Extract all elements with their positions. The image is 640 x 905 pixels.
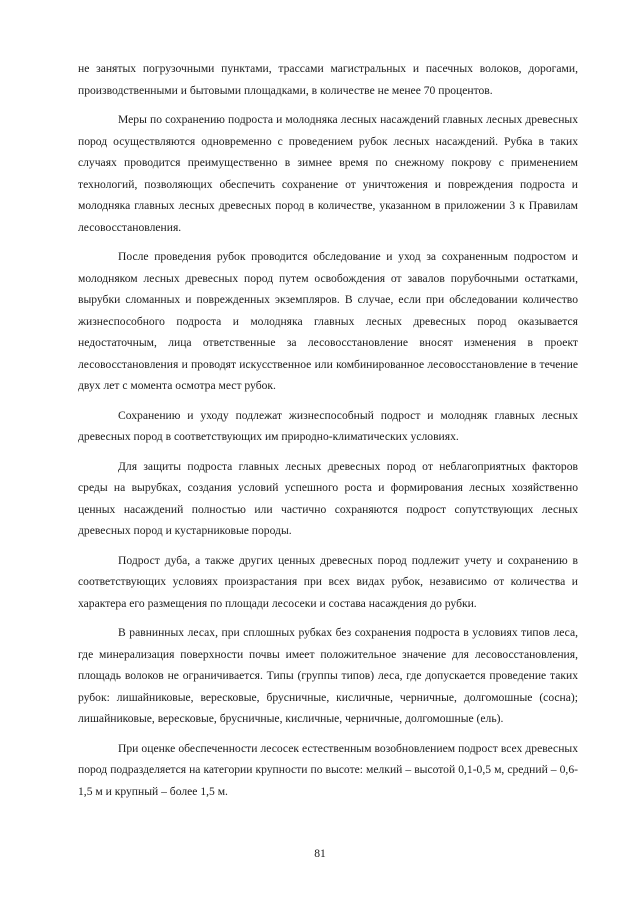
paragraph-protection: Для защиты подроста главных лесных древесных пород от неблагоприятных факторов среды на вырубках, создания условий успешного роста и формирования лесных хозяйственно ценных насаждений полностью или частично сохраняются подрост сопутствующих лесных древесных пород и кустарниковые породы. [78,459,578,537]
paragraph-preservation-measures: Меры по сохранению подроста и молодняка лесных насаждений главных лесных древесных пород осуществляются одновременно с проведением рубок лесных насаждений. Рубка в таких случаях проводится преимущественно в зимнее время по снежному покрову с применением технологий, позволяющих обеспечить сохранение от уничтожения и повреждения подроста и молодняка главных лесных древесных пород в количестве, указанном в приложении 3 к Правилам лесовосстановления. [78,113,578,234]
paragraph-size-categories: При оценке обеспеченности лесосек естественным возобновлением подрост всех древесных пород подразделяется на категории крупности по высоте: мелкий – высотой 0,1-0,5 м, средний – 0,6-1,5 м и крупный – более 1,5 м. [78,741,578,798]
paragraph-oak-undergrowth: Подрост дуба, а также других ценных древесных пород подлежит учету и сохранению в соответствующих условиях произрастания при всех видах рубок, независимо от количества и характера его размещения по площади лесосеки и состава насаждения до рубки. [78,553,578,610]
page-number: 81 [314,847,326,860]
paragraph-care-subject: Сохранению и уходу подлежат жизнеспособный подрост и молодняк главных лесных древесных пород в соответствующих им природно-климатических условиях. [78,408,578,443]
paragraph-post-felling-survey: После проведения рубок проводится обследование и уход за сохраненным подростом и молодняком лесных древесных пород путем освобождения от завалов порубочными остатками, вырубки сломанных и поврежденных экземпляров. В случае, если при обследовании количество жизнеспособного подроста и молодняка главных лесных древесных пород оказывается недостаточным, лица ответственные за лесовосстановление вносят изменения в проект лесовосстановления и проводят искусственное или комбинированное лесовосстановление в течение двух лет с момента осмотра мест рубок. [78,250,578,392]
paragraph-continuation: не занятых погрузочными пунктами, трассами магистральных и пасечных волоков, дорогами, производственными и бытовыми площадками, в количестве не менее 70 процентов. [78,62,578,97]
document-body [78,58,578,810]
paragraph-plain-forests: В равнинных лесах, при сплошных рубках без сохранения подроста в условиях типов леса, где минерализация поверхности почвы имеет положительное значение для лесовосстановления, площадь волоков не ограничивается. Типы (группы типов) леса, где допускается проведение таких рубок: лишайниковые, вересковые, брусничные, кисличные, черничные, долгомошные (сосна); лишайниковые, вересковые, брусничные, кисличные, черничные, долгомошные (ель). [78,626,578,725]
